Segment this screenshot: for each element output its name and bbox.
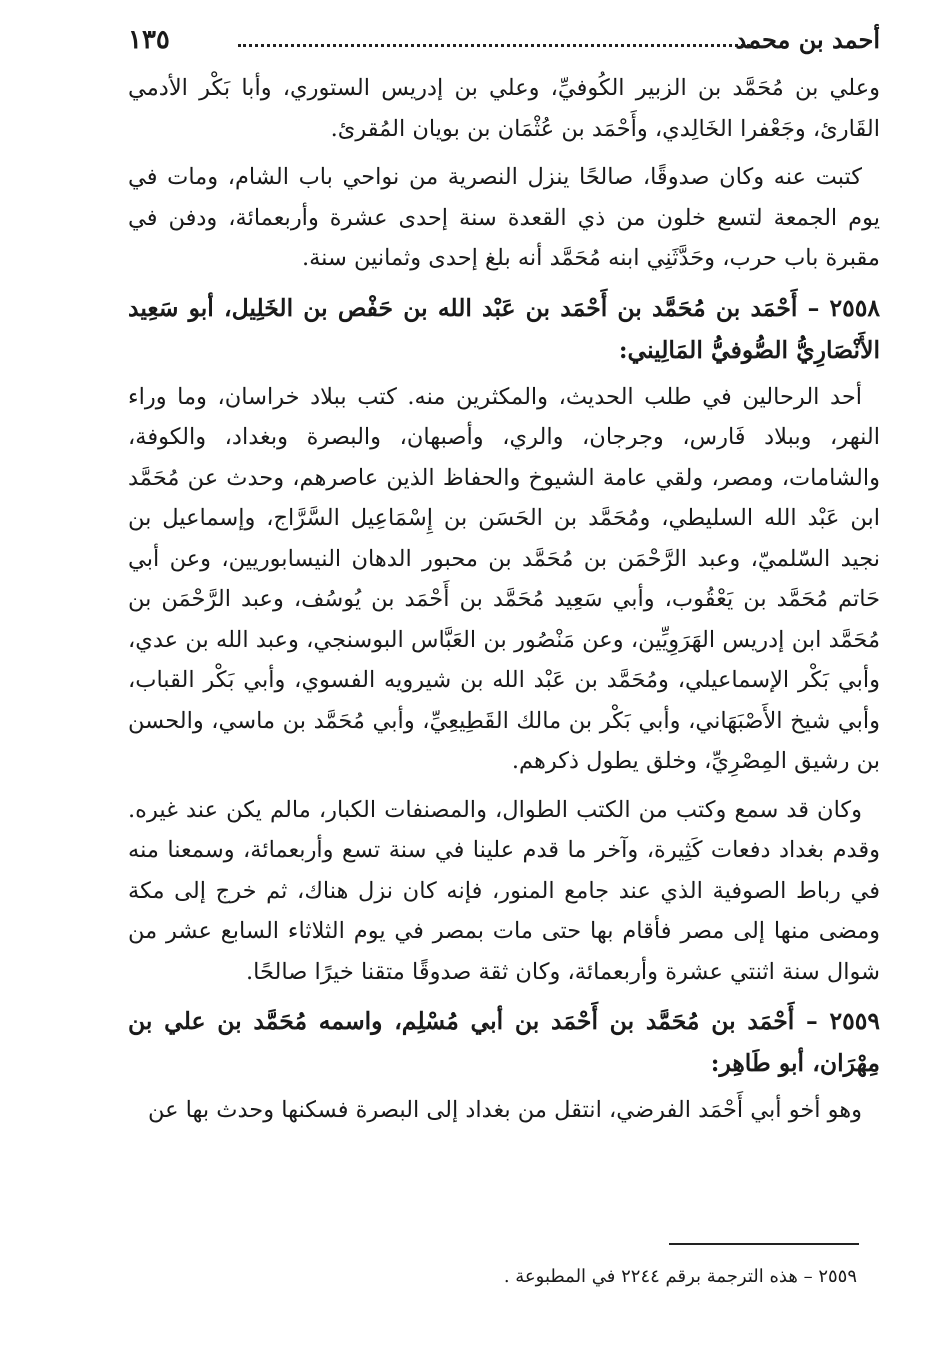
- paragraph: أحد الرحالين في طلب الحديث، والمكثرين منه. كتب ببلاد خراسان، وما وراء النهر، وببلاد فَارس، وجرجان، والري، وأصبهان، والبصرة وبغداد، والكوفة، والشامات، ومصر، ولقي عامة الشيوخ والحفاظ الذين عاصرهم، وحدث عن مُحَمَّد ابن عَبْد الله السليطي، ومُحَمَّد بن الحَسَن بن إِسْمَاعِيل السَّرَّاج، وإسماعيل بن نجيد السّلميّ، وعبد الرَّحْمَن بن مُحَمَّد بن محبور الدهان النيسابوريين، وعن أبي حَاتم مُحَمَّد بن يَعْقُوب، وأبي سَعِيد مُحَمَّد بن أَحْمَد بن يُوسُف، وعبد الرَّحْمَن بن مُحَمَّد ابن إدريس الهَرَوِيِّين، وعن مَنْصُور بن العَبَّاس البوسنجي، وعبد الله بن عدي، وأبي بَكْر الإسماعيلي، ومُحَمَّد بن عَبْد الله بن شيرويه الفسوي، وأبي بَكْر القباب، وأبي شيخ الأَصْبَهَاني، وأبي بَكْر بن مالك القَطِيعِيِّ، وأبي مُحَمَّد بن ماسي، والحسن بن رشيق المِصْرِيِّ، وخلق يطول ذكرهم.: [128, 383, 880, 774]
- paragraph: كتبت عنه وكان صدوقًا، صالحًا ينزل النصرية من نواحي باب الشام، ومات في يوم الجمعة لتسع خلون من ذي القعدة سنة إحدى عشرة وأربعمائة، ودفن في مقبرة باب حرب، وحَدَّثَنِي ابنه مُحَمَّد أنه بلغ إحدى وثمانين سنة.: [128, 164, 880, 271]
- page-number: ١٣٥: [128, 25, 170, 55]
- entry-heading-2559: ٢٥٥٩ – أَحْمَد بن مُحَمَّد بن أَحْمَد بن أبي مُسْلِم، واسمه مُحَمَّد بن علي بن مِهْرَان، أبو طَاهِر:: [128, 1007, 880, 1077]
- paragraph-continuation: وعلي بن مُحَمَّد بن الزبير الكُوفيِّ، وعلي بن إدريس الستوري، وأبا بَكْر الأدمي القَارئ، وجَعْفرا الخَالِدي، وأَحْمَد بن عُثْمَان بن بويان المُقرئ.: [128, 75, 880, 142]
- paragraph: وكان قد سمع وكتب من الكتب الطوال، والمصنفات الكبار، مالم يكن عند غيره. وقدم بغداد دفعات كَثِيرة، وآخر ما قدم علينا في سنة تسع وأربعمائة، وسمعنا منه في رباط الصوفية الذي عند جامع المنور، فإنه كان نزل هناك، ثم خرج إلى مكة ومضى منها إلى مصر فأقام بها حتى مات بمصر في يوم الثلاثاء السابع عشر من شوال سنة اثنتي عشرة وأربعمائة، وكان ثقة صدوقًا متقنا خيرًا صالحًا.: [128, 796, 880, 985]
- main-text: [128, 68, 880, 1139]
- paragraph: وهو أخو أبي أَحْمَد الفرضي، انتقل من بغداد إلى البصرة فسكنها وحدث بها عن: [147, 1097, 862, 1123]
- page-header: [128, 22, 880, 58]
- entry-heading-2558: ٢٥٥٨ – أَحْمَد بن مُحَمَّد بن أَحْمَد بن عَبْد الله بن حَفْص بن الخَلِيل، أبو سَعِيد الأَنْصَارِيُّ الصُّوفيُّ المَالِيني:: [128, 293, 880, 364]
- footnote-divider: [669, 1243, 859, 1245]
- running-title: أحمد بن محمد: [735, 25, 880, 54]
- header-dotted-leader: [238, 44, 750, 47]
- footnote: ٢٥٥٩ – هذه الترجمة برقم ٢٢٤٤ في المطبوعة .: [503, 1266, 857, 1287]
